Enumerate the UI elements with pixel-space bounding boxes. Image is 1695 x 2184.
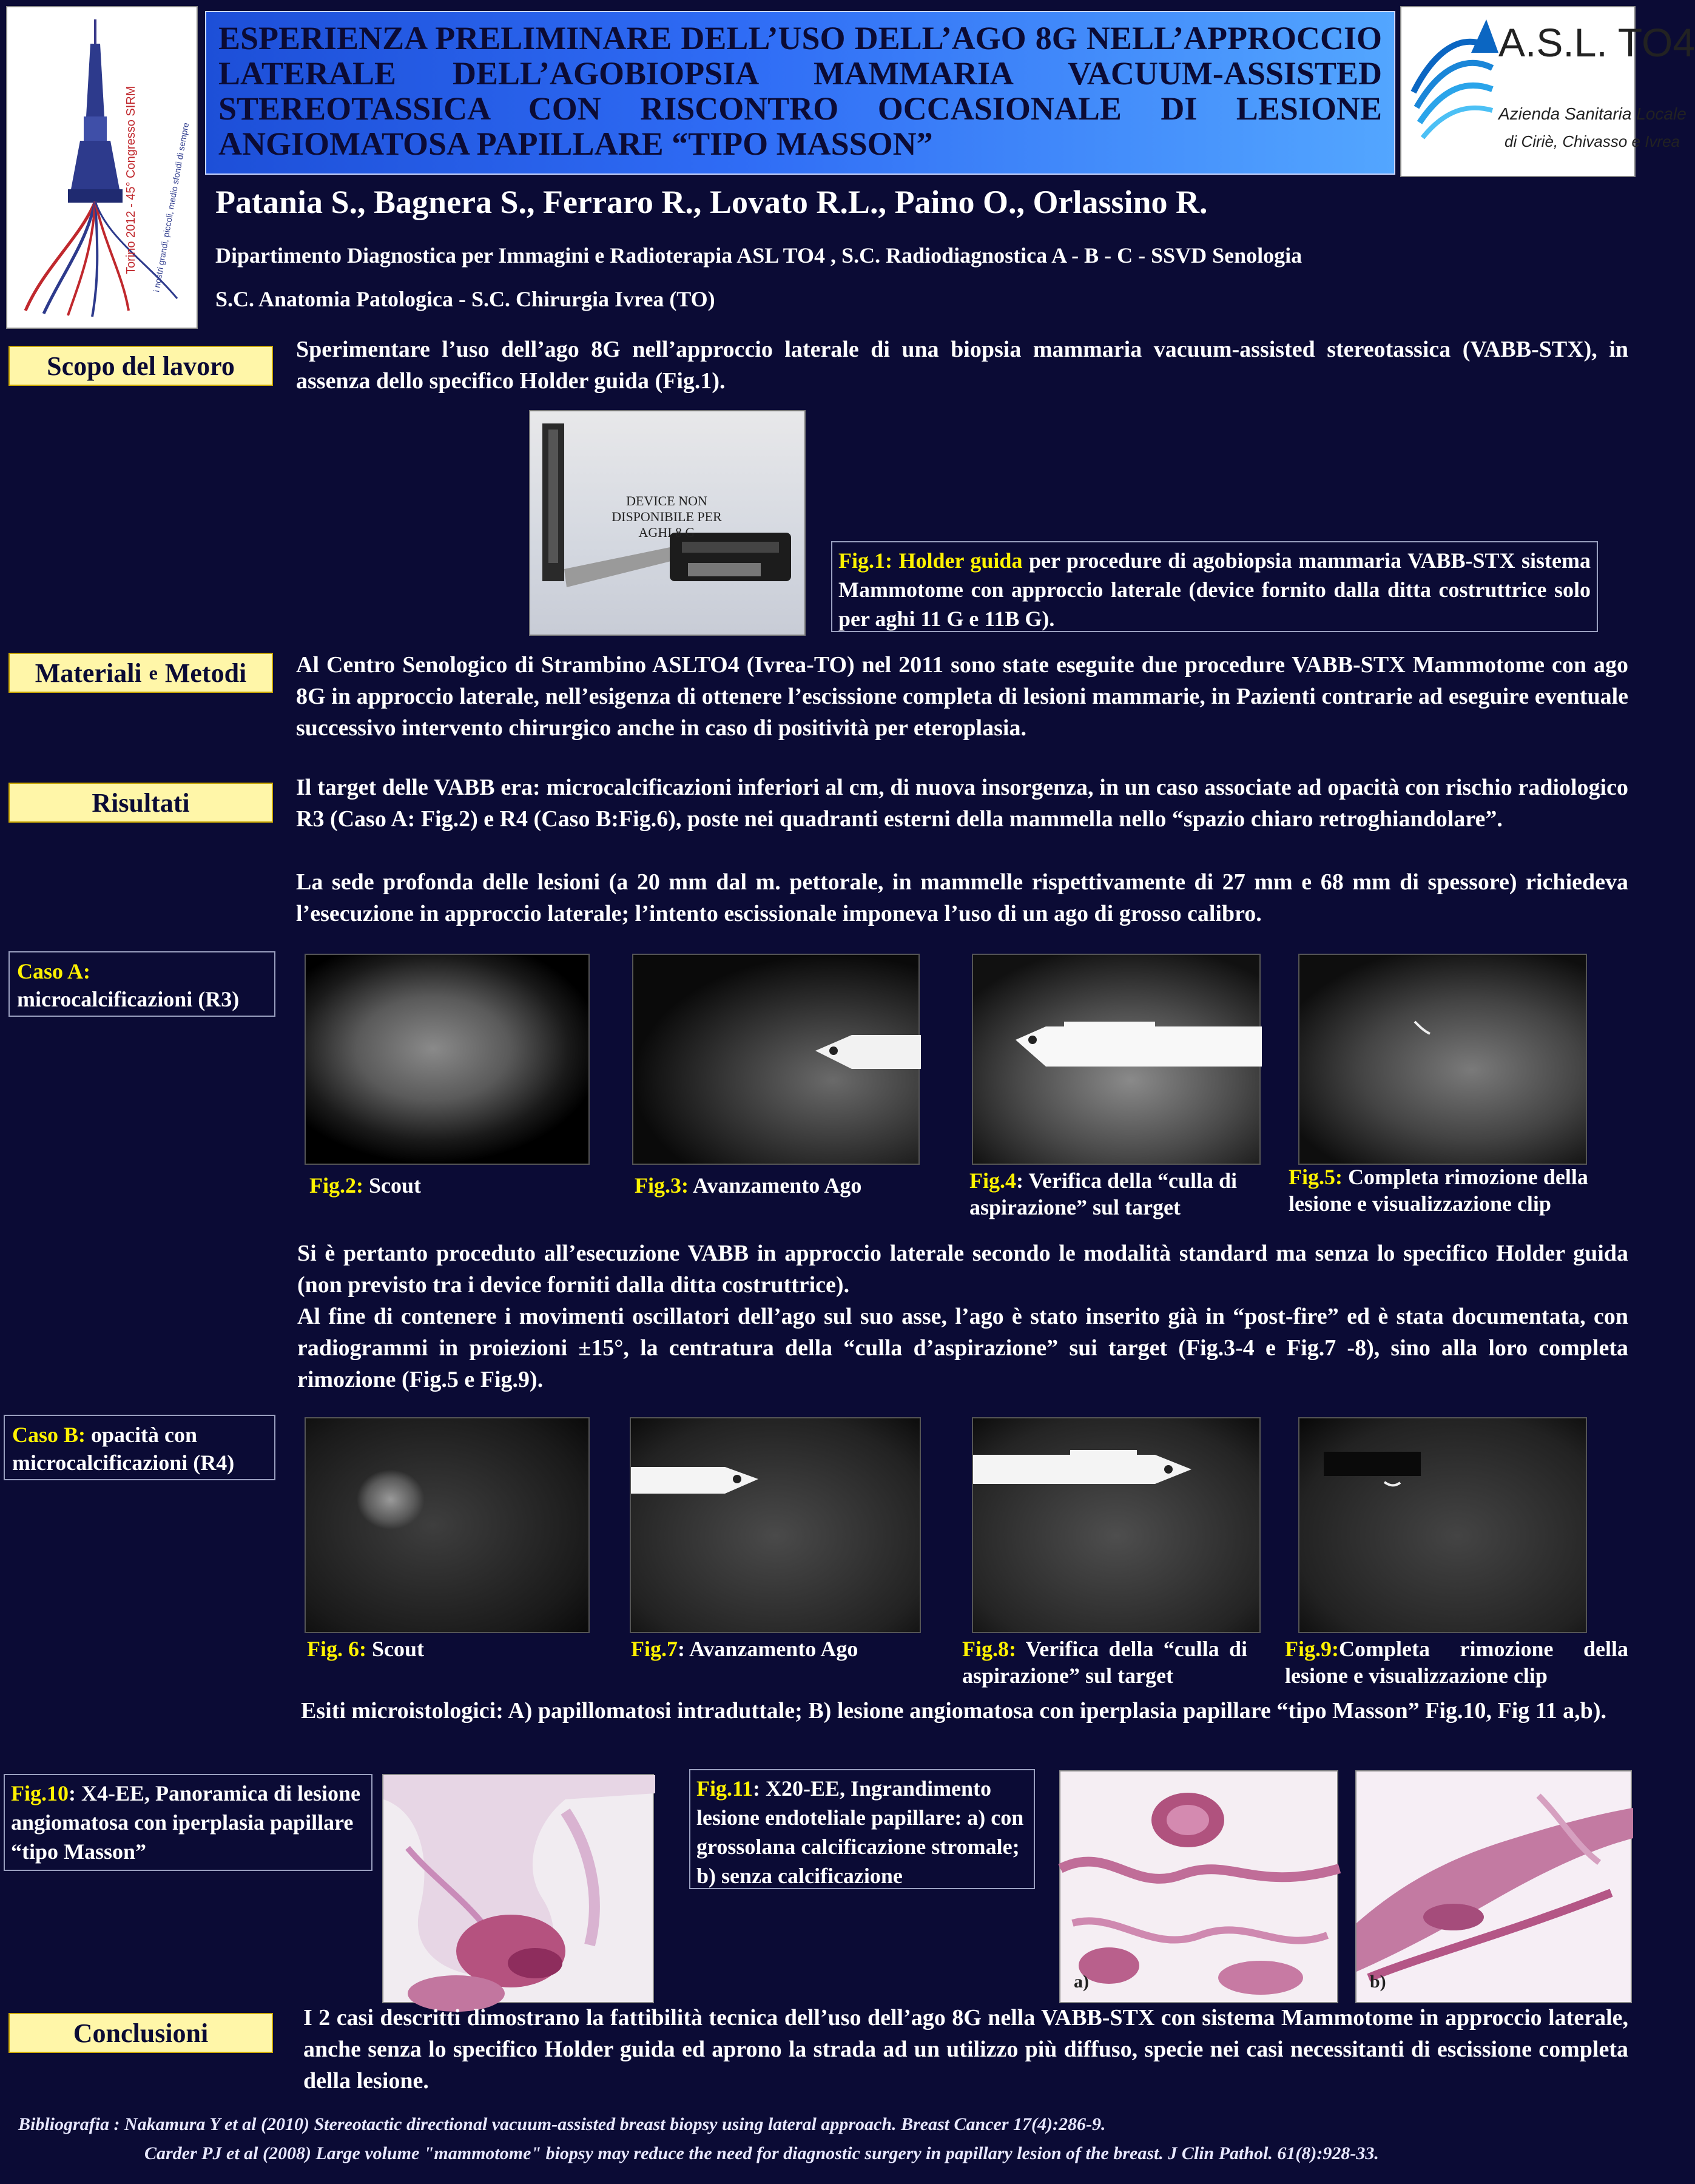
fig1-highlight: Holder guida [898, 548, 1023, 573]
fig11b-label: b) [1370, 1972, 1386, 1992]
procedure-text2: Al fine di contenere i movimenti oscillatori dell’ago sul suo asse, l’ago è stato inserito già in “post-fire” ed è stata documentata, con radiogrammi in proiezioni ±15°, la centratura della “culla d’aspirazione” sui target (Fig.3-4 e Fig.7 -8), sino alla loro completa rimozione (Fig.5 e Fig.9). [297, 1304, 1628, 1392]
fig11-text: : X20-EE, Ingrandimento lesione endoteliale papillare: a) con grossolana calcificazione stromale; b) senza calcificazione [696, 1776, 1024, 1888]
congress-logo [6, 6, 198, 329]
label-scopo: Scopo del lavoro [8, 346, 273, 386]
asl-logo-title: A.S.L. TO4 [1498, 20, 1695, 65]
conclusioni-text: I 2 casi descritti dimostrano la fattibilità tecnica dell’uso dell’ago 8G nella VABB-STX con sistema Mammotome in approccio laterale, anche senza lo specifico Holder guida ed aprono la strada ad un utilizzo più diffuso, specie nei casi necessitanti di escissione completa della lesione. [303, 2005, 1628, 2094]
esiti-text: Esiti microistologici: A) papillomatosi intraduttale; B) lesione angiomatosa con iperplasia papillare “tipo Masson” Fig.10, Fig 11 a,b). [301, 1698, 1606, 1724]
fig7-needle-image [630, 1417, 921, 1633]
fig6-ref: Fig. 6: [307, 1637, 366, 1661]
histology-tissue-shape [383, 1775, 655, 2004]
fig10-ref: Fig.10 [11, 1781, 69, 1805]
fig9-ref: Fig.9: [1285, 1637, 1339, 1661]
fig9-text: Completa rimozione della lesione e visualizzazione clip [1285, 1637, 1628, 1688]
fig5-removal-image [1298, 954, 1587, 1165]
fig3-text: Avanzamento Ago [693, 1173, 862, 1198]
fig7-caption [631, 1636, 934, 1662]
label-materiali [8, 653, 273, 693]
fig1-caption [831, 541, 1598, 632]
fig4-text: : Verifica della “culla di aspirazione” sul target [969, 1168, 1237, 1219]
fig4-aspiration-image [972, 954, 1261, 1165]
procedure-text1: Si è pertanto proceduto all’esecuzione VABB in approccio laterale secondo le modalità standard ma senza lo specifico Holder guida (non previsto tra i device forniti dalla ditta costruttrice). [297, 1241, 1628, 1298]
case-b-box [4, 1415, 275, 1480]
asl-logo-sub2: di Ciriè, Chivasso e Ivrea [1505, 132, 1680, 150]
label-conclusioni: Conclusioni [8, 2013, 273, 2053]
fig3-needle-image [632, 954, 920, 1165]
asl-logo [1400, 6, 1695, 177]
needle-shape [633, 955, 921, 1166]
risultati-text2: La sede profonda delle lesioni (a 20 mm dal m. pettorale, in mammelle rispettivamente di 27 mm e 68 mm di spessore) richiedeva l’esecuzione in approccio laterale; l’intento escissionale imponeva l’uso di un ago di grosso calibro. [296, 869, 1628, 926]
fig10-text: : X4-EE, Panoramica di lesione angiomatosa con iperplasia papillare “tipo Masson” [11, 1781, 360, 1864]
fig4-caption [969, 1167, 1267, 1221]
fig1-photo-label: DEVICE NON DISPONIBILE PER AGHI 8 G [612, 493, 722, 540]
department-line1: Dipartimento Diagnostica per Immagini e Radioterapia ASL TO4 , S.C. Radiodiagnostica A - B - C - SSVD Senologia [215, 243, 1302, 268]
case-b-ref: Caso B: [12, 1423, 86, 1447]
bibliography-line1: Bibliografia : Nakamura Y et al (2010) Stereotactic directional vacuum-assisted breast biopsy using lateral approach. Breast Cancer 17(4):286-9. [18, 2114, 1106, 2134]
clip-shape [1299, 955, 1588, 1166]
congress-logo-text: Torino 2012 - 45° Congresso SIRM [124, 86, 138, 274]
fig11a-histology-image [1059, 1770, 1338, 2003]
authors: Patania S., Bagnera S., Ferraro R., Lovato R.L., Paino O., Orlassino R. [215, 184, 1208, 220]
fig1-holder-photo [529, 410, 806, 636]
fig8-ref: Fig.8: [962, 1637, 1016, 1661]
fig1-text: per procedure di agobiopsia mammaria VABB-STX sistema Mammotome con approccio laterale (device fornito dalla ditta costruttrice solo per aghi 11 G e 11B G). [838, 548, 1591, 631]
fig10-caption [4, 1774, 372, 1871]
fig5-text: Completa rimozione della lesione e visualizzazione clip [1289, 1165, 1588, 1216]
histology-papillary-shape [1356, 1771, 1633, 2004]
fig2-ref: Fig.2: [309, 1173, 363, 1198]
fig4-ref: Fig.4 [969, 1168, 1016, 1193]
department-line2: S.C. Anatomia Patologica - S.C. Chirurgia Ivrea (TO) [215, 287, 715, 311]
fig7-ref: Fig.7 [631, 1637, 678, 1661]
label-materiali-e: e [149, 661, 158, 684]
needle-shape-2 [973, 955, 1262, 1166]
fig2-caption [309, 1172, 595, 1199]
congress-logo-motto: i nostri grandi, piccoli, medio sfondi di sempre [151, 121, 191, 293]
case-b-text: opacità con microcalcificazioni (R4) [12, 1423, 235, 1475]
fig11-ref: Fig.11 [696, 1776, 753, 1801]
asl-logo-sub1: Azienda Sanitaria Locale [1498, 104, 1687, 123]
fig8-caption [962, 1636, 1247, 1689]
case-a-text: microcalcificazioni (R3) [17, 987, 240, 1011]
fig1-ref: Fig.1: [838, 548, 892, 573]
case-a-ref: Caso A: [17, 959, 91, 983]
fig3-caption [635, 1172, 938, 1199]
fig9-caption [1285, 1636, 1628, 1689]
fig11a-label: a) [1074, 1972, 1089, 1992]
fig11-caption [689, 1769, 1035, 1889]
case-a-box [8, 951, 275, 1017]
label-materiali-a: Materiali [35, 658, 142, 688]
fig6-scout-image [305, 1417, 590, 1633]
materiali-text: Al Centro Senologico di Strambino ASLTO4 (Ivrea-TO) nel 2011 sono state eseguite due procedure VABB-STX Mammotome con ago 8G in approccio laterale, nell’esigenza di ottenere l’escissione completa di lesioni mammarie, in Pazienti contrarie ad eseguire eventuale successivo intervento chirurgico anche in caso di positività per eteroplasia. [296, 652, 1628, 741]
scopo-text: Sperimentare l’uso dell’ago 8G nell’approccio laterale di una biopsia mammaria vacuum-assisted stereotassica (VABB-STX), in assenza dello specifico Holder guida (Fig.1). [296, 337, 1628, 394]
histology-calcification-shape [1060, 1771, 1339, 2004]
label-risultati: Risultati [8, 783, 273, 823]
fig5-ref: Fig.5: [1289, 1165, 1343, 1189]
poster-title-box [205, 11, 1395, 175]
poster-title: ESPERIENZA PRELIMINARE DELL’USO DELL’AGO 8G NELL’APPROCCIO LATERALE DELL’AGOBIOPSIA MAMMARIA VACUUM-ASSISTED STEREOTASSICA CON RISCONTRO OCCASIONALE DI LESIONE ANGIOMATOSA PAPILLARE “TIPO MASSON” [218, 20, 1382, 162]
fig2-text: Scout [368, 1173, 421, 1198]
label-materiali-b: Metodi [164, 658, 247, 688]
fig6-caption [307, 1636, 592, 1662]
risultati-text1: Il target delle VABB era: microcalcificazioni inferiori al cm, di nuova insorgenza, in un caso associate ad opacità con rischio radiologico R3 (Caso A: Fig.2) e R4 (Caso B:Fig.6), poste nei quadranti esterni della mammella nello “spazio chiaro retroghiandolare”. [296, 775, 1628, 832]
fig11b-histology-image [1355, 1770, 1632, 2003]
needle-shape-3 [631, 1418, 922, 1634]
fig6-text: Scout [371, 1637, 424, 1661]
fig2-scout-image [305, 954, 590, 1165]
fig9-removal-image [1298, 1417, 1587, 1633]
fig3-ref: Fig.3: [635, 1173, 689, 1198]
bibliography-line2: Carder PJ et al (2008) Large volume "mammotome" biopsy may reduce the need for diagnostic surgery in papillary lesion of the breast. J Clin Pathol. 61(8):928-33. [144, 2143, 1379, 2163]
fig7-text: : Avanzamento Ago [678, 1637, 858, 1661]
needle-shape-4 [973, 1418, 1262, 1634]
clip-shape-2 [1299, 1418, 1588, 1634]
fig5-caption [1289, 1164, 1634, 1217]
mole-antonelliana-icon [7, 7, 197, 328]
fig8-aspiration-image [972, 1417, 1261, 1633]
fig8-text: Verifica della “culla di aspirazione” sul target [962, 1637, 1247, 1688]
fig10-histology-image [382, 1774, 654, 2003]
